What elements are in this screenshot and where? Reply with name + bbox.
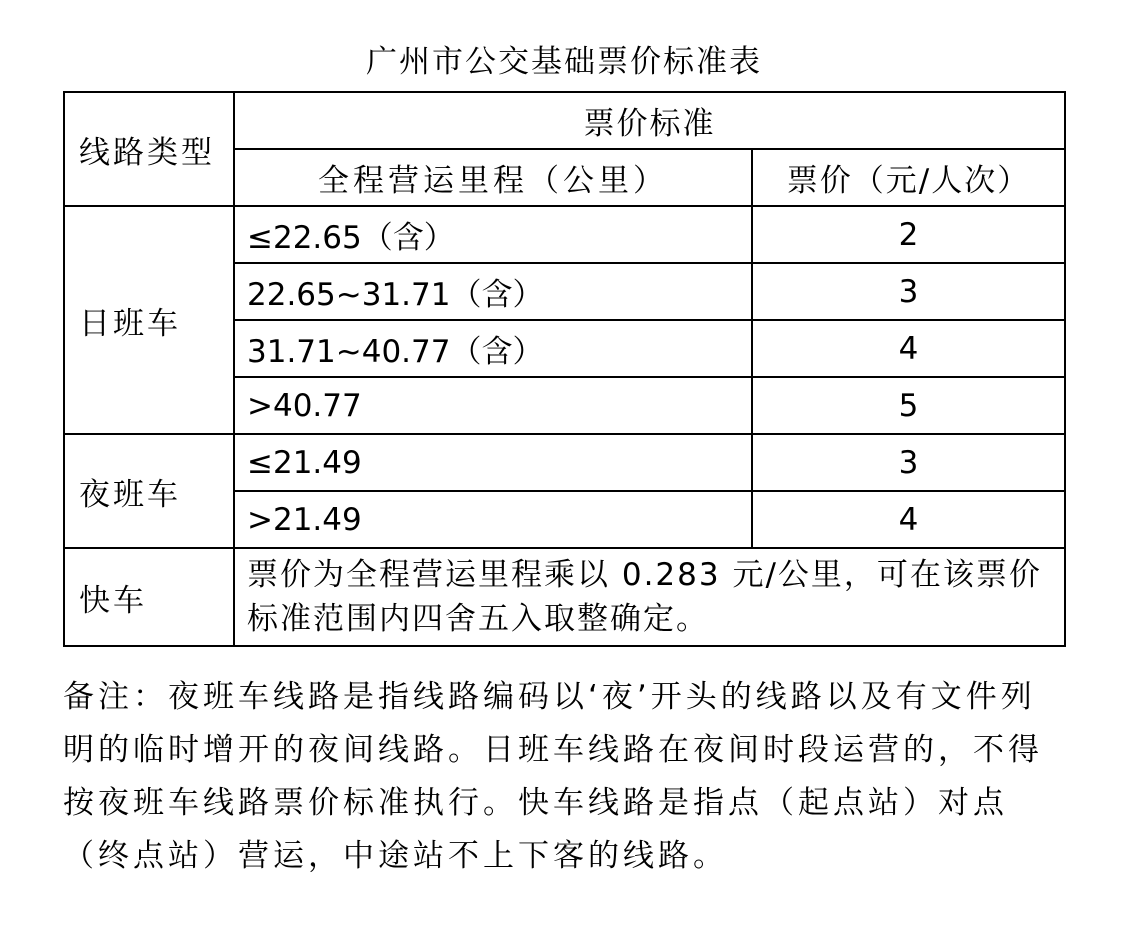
header-row-1 bbox=[64, 92, 1065, 149]
distance-cell: 31.71~40.77（含） bbox=[234, 320, 752, 377]
distance-cell: >40.77 bbox=[234, 377, 752, 434]
distance-cell: ≤21.49 bbox=[234, 434, 752, 491]
fare-cell: 5 bbox=[752, 377, 1065, 434]
header-distance: 全程营运里程（公里） bbox=[234, 149, 752, 206]
fare-cell: 4 bbox=[752, 491, 1065, 548]
route-type-night-bus: 夜班车 bbox=[64, 434, 234, 548]
header-fare: 票价（元/人次） bbox=[752, 149, 1065, 206]
distance-cell: >21.49 bbox=[234, 491, 752, 548]
table-row bbox=[64, 206, 1065, 263]
table-row-express bbox=[64, 548, 1065, 646]
distance-cell: 22.65~31.71（含） bbox=[234, 263, 752, 320]
header-route-type: 线路类型 bbox=[64, 92, 234, 206]
fare-table bbox=[63, 91, 1066, 647]
header-fare-standard: 票价标准 bbox=[234, 92, 1065, 149]
route-type-day-bus: 日班车 bbox=[64, 206, 234, 434]
fare-cell: 3 bbox=[752, 263, 1065, 320]
fare-cell: 3 bbox=[752, 434, 1065, 491]
route-type-express: 快车 bbox=[64, 548, 234, 646]
table-row bbox=[64, 434, 1065, 491]
footnote: 备注：夜班车线路是指线路编码以‘夜’开头的线路以及有文件列明的临时增开的夜间线路。日班车线路在夜间时段运营的，不得按夜班车线路票价标准执行。快车线路是指点（起点站）对点（终点站）营运，中途站不上下客的线路。 bbox=[63, 679, 1043, 874]
express-fare-rule: 票价为全程营运里程乘以 0.283 元/公里，可在该票价标准范围内四舍五入取整确定。 bbox=[234, 548, 1065, 646]
page-title: 广州市公交基础票价标准表 bbox=[366, 44, 762, 80]
fare-cell: 2 bbox=[752, 206, 1065, 263]
fare-cell: 4 bbox=[752, 320, 1065, 377]
distance-cell: ≤22.65（含） bbox=[234, 206, 752, 263]
